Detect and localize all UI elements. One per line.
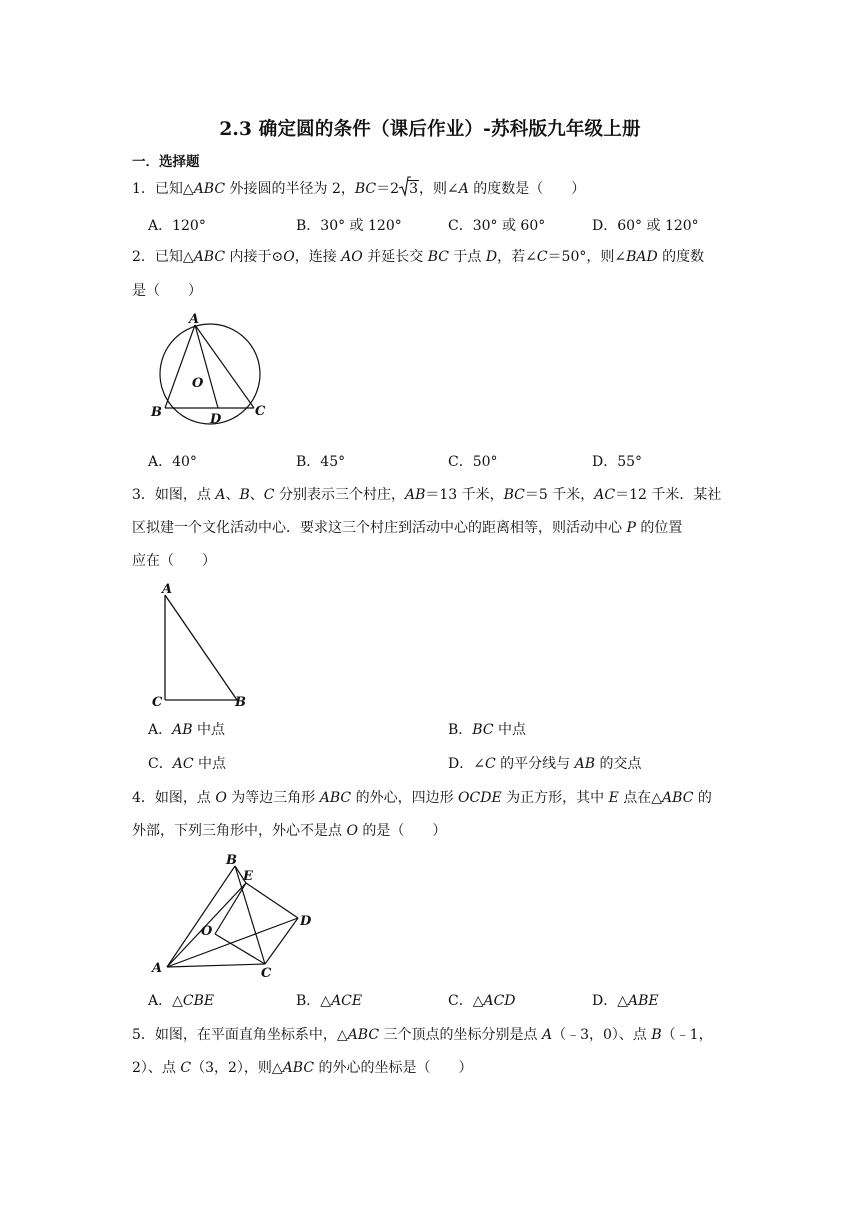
question-2-line-2: 是（ ） xyxy=(132,283,202,299)
q4-label-c: C xyxy=(261,966,272,981)
q4-label-e: E xyxy=(243,869,253,884)
q1-option-d[interactable]: D．60° 或 120° xyxy=(592,218,699,234)
question-2-line-1: 2．已知△ABC 内接于⊙O，连接 AO 并延长交 BC 于点 D，若∠C＝50°，则∠BAD 的度数 xyxy=(132,249,705,265)
q1-option-b[interactable]: B．30° 或 120° xyxy=(296,218,402,234)
question-4-line-2: 外部，下列三角形中，外心不是点 O 的是（ ） xyxy=(132,823,447,839)
q4-label-d: D xyxy=(300,914,312,929)
question-3-line-3: 应在（ ） xyxy=(132,553,216,569)
q3-option-b[interactable]: B．BC 中点 xyxy=(448,722,527,738)
question-5-line-2: 2）、点 C（3，2），则△ABC 的外心的坐标是（ ） xyxy=(132,1060,473,1076)
question-5-line-1: 5．如图，在平面直角坐标系中，△ABC 三个顶点的坐标分别是点 A（﹣3，0）、点 B（﹣1， xyxy=(132,1027,713,1043)
page-title: 2.3 确定圆的条件（课后作业）-苏科版九年级上册 xyxy=(219,119,641,140)
q4-label-b: B xyxy=(226,853,237,868)
q3-label-b: B xyxy=(235,695,246,710)
question-3-line-1: 3．如图，点 A、B、C 分别表示三个村庄，AB＝13 千米，BC＝5 千米，AC＝12 千米．某社 xyxy=(132,487,722,503)
q3-option-d[interactable]: D．∠C 的平分线与 AB 的交点 xyxy=(448,756,642,772)
q3-option-c[interactable]: C．AC 中点 xyxy=(148,756,226,772)
question-3-line-2: 区拟建一个文化活动中心．要求这三个村庄到活动中心的距离相等，则活动中心 P 的位置 xyxy=(132,520,683,536)
q2-option-c[interactable]: C．50° xyxy=(448,454,498,470)
q2-label-c: C xyxy=(255,404,266,419)
q1-option-a[interactable]: A．120° xyxy=(148,218,206,234)
q2-label-o: O xyxy=(192,376,204,391)
section-heading: 一．选择题 xyxy=(132,154,200,170)
q4-option-c[interactable]: C．△ACD xyxy=(448,993,516,1009)
q4-option-d[interactable]: D．△ABE xyxy=(592,993,659,1009)
q2-circle-figure xyxy=(145,312,275,427)
q3-option-a[interactable]: A．AB 中点 xyxy=(148,722,225,738)
sqrt-symbol: 3 xyxy=(399,178,419,200)
q3-triangle-figure xyxy=(150,580,260,710)
q3-label-a: A xyxy=(162,582,173,597)
question-4-line-1: 4．如图，点 O 为等边三角形 ABC 的外心，四边形 OCDE 为正方形，其中 E 点在△ABC 的 xyxy=(132,790,712,806)
q2-option-d[interactable]: D．55° xyxy=(592,454,643,470)
q4-label-o: O xyxy=(201,924,213,939)
q2-label-b: B xyxy=(151,405,162,420)
q2-label-a: A xyxy=(189,312,200,327)
q4-option-a[interactable]: A．△CBE xyxy=(148,993,215,1009)
q1-option-c[interactable]: C．30° 或 60° xyxy=(448,218,546,234)
q4-square-figure xyxy=(145,850,325,985)
q2-option-a[interactable]: A．40° xyxy=(148,454,197,470)
q2-label-d: D xyxy=(210,412,222,427)
q4-option-b[interactable]: B．△ACE xyxy=(296,993,363,1009)
q4-label-a: A xyxy=(152,961,163,976)
question-1: 1．已知△ABC 外接圆的半径为 2，BC＝2 3，则∠A 的度数是（ ） xyxy=(132,178,585,200)
q3-label-c: C xyxy=(152,695,163,710)
q2-option-b[interactable]: B．45° xyxy=(296,454,346,470)
